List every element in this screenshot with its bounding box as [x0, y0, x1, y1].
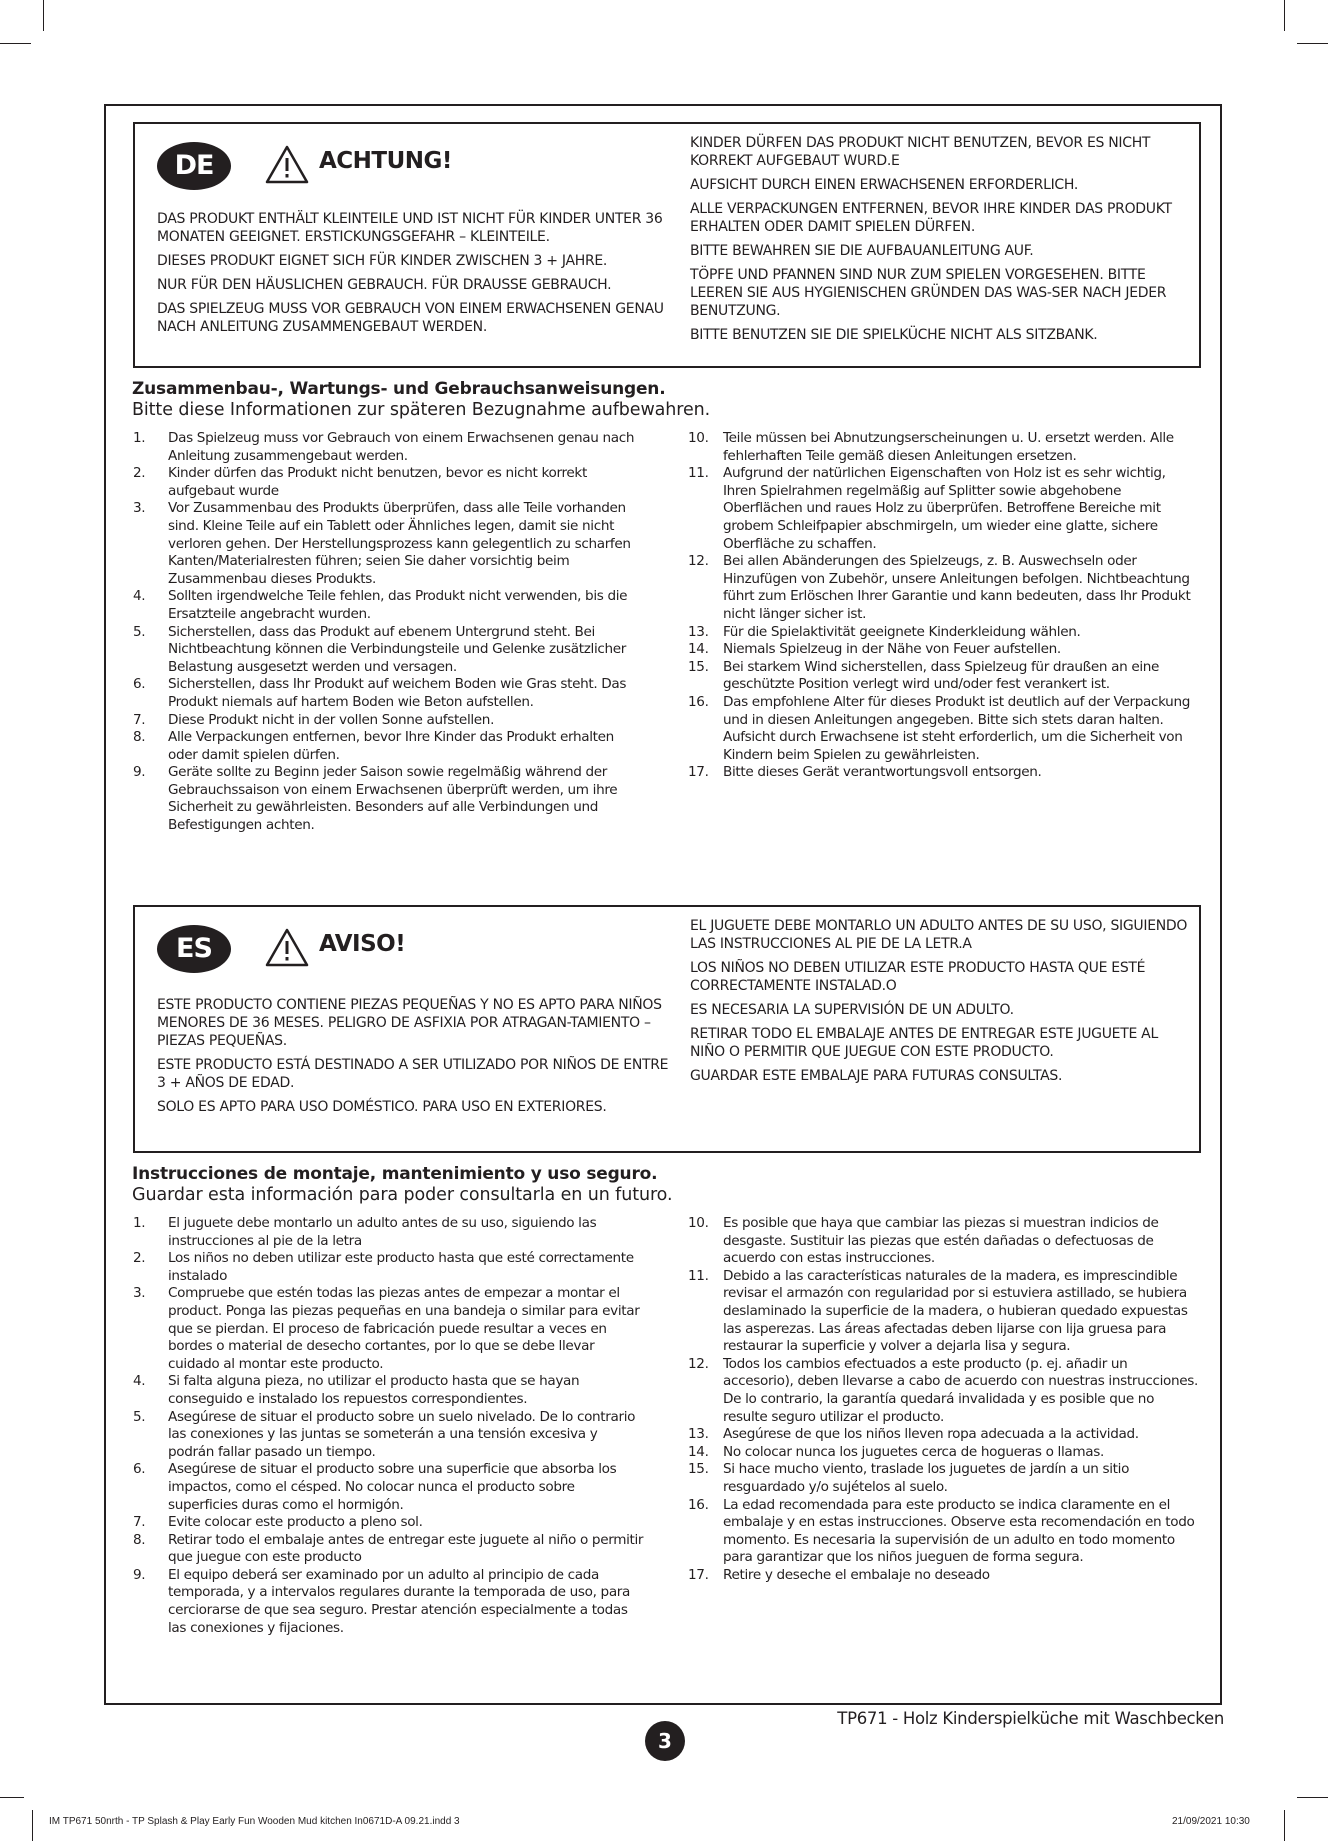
es-warning-right [690, 917, 1190, 1091]
language-badge-es: ES [157, 925, 231, 973]
de-warning-right [690, 134, 1190, 350]
warning-line: EL JUGUETE DEBE MONTARLO UN ADULTO ANTES DE SU USO, SIGUIENDO LAS INSTRUCCIONES AL PIE DE LA LETR.A [690, 918, 1188, 952]
list-item: 15. Si hace mucho viento, traslade los juguetes de jardín a un sitio resguardado y/o sujételos al suelo. [688, 1461, 1130, 1495]
es-warning-left-text [157, 996, 677, 1122]
es-instructions-list-right [688, 1215, 1200, 1584]
list-item: 10. Es posible que haya que cambiar las piezas si muestran indicios de desgaste. Sustituir las piezas que estén dañadas o defectuosas de acuerdo con estas instrucciones. [688, 1215, 1159, 1267]
list-item: 8. Retirar todo el embalaje antes de entregar este juguete al niño o permitir que juegue con este producto [133, 1531, 644, 1566]
list-item: 16. Das empfohlene Alter für dieses Produkt ist deutlich auf der Verpackung und in diesen Anleitungen angegeben. Bitte sich stets daran halten. Aufsicht durch Erwachsene ist steht erforderlich, um die Sicherheit von Kindern beim Spielen zu gewährleisten. [688, 693, 1190, 763]
crop-mark [1284, 1810, 1285, 1841]
crop-mark [1297, 43, 1328, 44]
print-slug-date: 21/09/2021 10:30 [1172, 1816, 1250, 1827]
warning-line: RETIRAR TODO EL EMBALAJE ANTES DE ENTREGAR ESTE JUGUETE AL NIÑO O PERMITIR QUE JUEGUE CON ESTE PRODUCTO. [690, 1026, 1158, 1060]
list-item: 1. El juguete debe montarlo un adulto antes de su uso, siguiendo las instrucciones al pie de la letra [133, 1215, 597, 1249]
warning-line: DAS PRODUKT ENTHÄLT KLEINTEILE UND IST NICHT FÜR KINDER UNTER 36 MONATEN GEEIGNET. ERSTICKUNGSGEFAHR – KLEINTEILE. [157, 211, 663, 245]
list-item: 17. Retire y deseche el embalaje no deseado [688, 1566, 990, 1583]
de-warning-box [133, 122, 1201, 368]
warning-line: BITTE BENUTZEN SIE DIE SPIELKÜCHE NICHT ALS SITZBANK. [690, 327, 1098, 343]
list-item: 2. Los niños no deben utilizar este producto hasta que esté correctamente instalado [133, 1250, 634, 1284]
warning-line: ES NECESARIA LA SUPERVISIÓN DE UN ADULTO. [690, 1002, 1014, 1018]
section-title: Zusammenbau-, Wartungs- und Gebrauchsanweisungen. [132, 379, 666, 399]
list-item: 9. El equipo deberá ser examinado por un adulto al principio de cada temporada, y a intervalos regulares durante la temporada de uso, para cerciorarse de que sea seguro. Prestar atención especialmente a todas las conexiones y fijaciones. [133, 1566, 631, 1636]
language-badge-de: DE [157, 142, 231, 190]
list-item: 7. Diese Produkt nicht in der vollen Sonne aufstellen. [133, 711, 495, 728]
list-item: 9. Geräte sollte zu Beginn jeder Saison sowie regelmäßig während der Gebrauchssaison von einem Erwachsenen überprüft werden, um ihre Sicherheit zu gewährleisten. Besonders auf alle Verbindungen und Befestigungen achten. [133, 764, 618, 834]
crop-mark [1297, 1797, 1328, 1798]
list-item: 12. Bei allen Abänderungen des Spielzeugs, z. B. Auswechseln oder Hinzufügen von Zubehör, unsere Anleitungen befolgen. Nichtbeachtung führt zum Erlöschen Ihrer Garantie und kann bedeuten, dass Ihr Produkt nicht länger sicher ist. [688, 553, 1191, 622]
crop-mark [32, 1810, 33, 1841]
es-instructions-heading [132, 1164, 672, 1206]
list-item: 15. Bei starkem Wind sicherstellen, dass Spielzeug für draußen an eine geschützte Position verlegt wird und/oder fest verankert ist. [688, 658, 1160, 693]
section-subtitle: Guardar esta información para poder consultarla en un futuro. [132, 1185, 673, 1205]
warning-title: ACHTUNG! [319, 148, 452, 174]
warning-line: TÖPFE UND PFANNEN SIND NUR ZUM SPIELEN VORGESEHEN. BITTE LEEREN SIE AUS HYGIENISCHEN GRÜNDEN DAS WAS-SER NACH JEDER BENUTZUNG. [690, 267, 1167, 319]
warning-line: ESTE PRODUCTO CONTIENE PIEZAS PEQUEÑAS Y NO ES APTO PARA NIÑOS MENORES DE 36 MESES. PELIGRO DE ASFIXIA POR ATRAGAN-TAMIENTO – PIEZAS PEQUEÑAS. [157, 997, 662, 1049]
es-warning-left [147, 907, 667, 1147]
list-item: 3. Vor Zusammenbau des Produkts überprüfen, dass alle Teile vorhanden sind. Kleine Teile auf ein Tablett oder Ähnliches legen, damit sie nicht verloren gehen. Der Herstellungsprozess kann gelegentlich zu scharfen Kanten/Materialresten führen; seien Sie daher vorsichtig beim Zusammenbau dieses Produkts. [133, 500, 631, 587]
crop-mark [43, 0, 44, 31]
warning-line: BITTE BEWAHREN SIE DIE AUFBAUANLEITUNG AUF. [690, 243, 1034, 259]
de-instructions-list-right [688, 430, 1200, 782]
list-item: 5. Asegúrese de situar el producto sobre un suelo nivelado. De lo contrario las conexiones y las juntas se someterán a una tensión excesiva y podrán fallar pasado un tiempo. [133, 1408, 636, 1460]
list-item: 5. Sicherstellen, dass das Produkt auf ebenem Untergrund steht. Bei Nichtbeachtung können die Verbindungsteile und Gelenke zusätzlicher Belastung ausgesetzt werden und versagen. [133, 623, 627, 675]
warning-line: ALLE VERPACKUNGEN ENTFERNEN, BEVOR IHRE KINDER DAS PRODUKT ERHALTEN ODER DAMIT SPIELEN DÜRFEN. [690, 201, 1172, 235]
page-number-badge: 3 [645, 1721, 685, 1761]
list-item: 13. Für die Spielaktivität geeignete Kinderkleidung wählen. [688, 623, 1081, 640]
list-item: 14. No colocar nunca los juguetes cerca de hogueras o llamas. [688, 1443, 1104, 1460]
list-item: 4. Sollten irgendwelche Teile fehlen, das Produkt nicht verwenden, bis die Ersatzteile angebracht wurden. [133, 588, 628, 622]
de-warning-left [147, 124, 667, 364]
footer-product-title: TP671 - Holz Kinderspielküche mit Waschbecken [837, 1709, 1224, 1728]
list-item: 12. Todos los cambios efectuados a este producto (p. ej. añadir un accesorio), deben llevarse a cabo de acuerdo con nuestras instrucciones. De lo contrario, la garantía quedará invalidada y es posible que no resulte seguro utilizar el producto. [688, 1355, 1198, 1425]
list-item: 2. Kinder dürfen das Produkt nicht benutzen, bevor es nicht korrekt aufgebaut wurde [133, 465, 587, 499]
warning-line: NUR FÜR DEN HÄUSLICHEN GEBRAUCH. FÜR DRAUSSE GEBRAUCH. [157, 277, 612, 293]
de-warning-left-text [157, 210, 677, 342]
warning-triangle-icon [265, 927, 309, 967]
de-instructions-heading [132, 379, 710, 421]
warning-line: KINDER DÜRFEN DAS PRODUKT NICHT BENUTZEN, BEVOR ES NICHT KORREKT AUFGEBAUT WURD.E [690, 135, 1151, 169]
de-instructions-list-left [133, 430, 638, 835]
warning-line: ESTE PRODUCTO ESTÁ DESTINADO A SER UTILIZADO POR NIÑOS DE ENTRE 3 + AÑOS DE EDAD. [157, 1057, 669, 1091]
list-item: 13. Asegúrese de que los niños lleven ropa adecuada a la actividad. [688, 1426, 1139, 1443]
warning-title: AVISO! [319, 931, 406, 957]
list-item: 16. La edad recomendada para este producto se indica claramente en el embalaje y en estas instrucciones. Observe esta recomendación en todo momento. Es necesaria la supervisión de un adulto en todo momento para garantizar que los niños jueguen de forma segura. [688, 1496, 1195, 1566]
list-item: 7. Evite colocar este producto a pleno sol. [133, 1514, 423, 1531]
list-item: 10. Teile müssen bei Abnutzungserscheinungen u. U. ersetzt werden. Alle fehlerhaften Teile gemäß diesen Anleitungen ersetzen. [688, 430, 1174, 464]
section-subtitle: Bitte diese Informationen zur späteren Bezugnahme aufbewahren. [132, 400, 711, 420]
crop-mark [1284, 0, 1285, 31]
print-slug-file: IM TP671 50nrth - TP Splash & Play Early Fun Wooden Mud kitchen In0671D-A 09.21.indd 3 [49, 1816, 460, 1827]
list-item: 14. Niemals Spielzeug in der Nähe von Feuer aufstellen. [688, 641, 1061, 658]
warning-line: AUFSICHT DURCH EINEN ERWACHSENEN ERFORDERLICH. [690, 177, 1079, 193]
list-item: 1. Das Spielzeug muss vor Gebrauch von einem Erwachsenen genau nach Anleitung zusammengebaut werden. [133, 430, 635, 464]
warning-line: LOS NIÑOS NO DEBEN UTILIZAR ESTE PRODUCTO HASTA QUE ESTÉ CORRECTAMENTE INSTALAD.O [690, 960, 1146, 994]
list-item: 11. Debido a las características naturales de la madera, es imprescindible revisar el armazón con regularidad por si estuviera astillado, se hubiera deslaminado la superficie de la madera, o hubieran quedado expuestas las asperezas. Las áreas afectadas deben lijarse con lija gruesa para restaurar la superficie y volver a dejarla lisa y segura. [688, 1267, 1188, 1355]
crop-mark [0, 43, 31, 44]
list-item: 6. Sicherstellen, dass Ihr Produkt auf weichem Boden wie Gras steht. Das Produkt niemals auf hartem Boden wie Beton aufstellen. [133, 676, 627, 710]
list-item: 3. Compruebe que estén todas las piezas antes de empezar a montar el product. Ponga las piezas pequeñas en una bandeja o similar para evitar que se pierdan. El proceso de fabricación puede resultar a veces en bordes o material de desecho cortantes, por lo que se debe llevar cuidado al montar este producto. [133, 1285, 640, 1372]
warning-triangle-icon [265, 144, 309, 184]
list-item: 17. Bitte dieses Gerät verantwortungsvoll entsorgen. [688, 764, 1042, 781]
list-item: 6. Asegúrese de situar el producto sobre una superficie que absorba los impactos, como el césped. No colocar nunca el producto sobre superficies duras como el hormigón. [133, 1461, 617, 1513]
section-title: Instrucciones de montaje, mantenimiento y uso seguro. [132, 1164, 658, 1184]
warning-line: GUARDAR ESTE EMBALAJE PARA FUTURAS CONSULTAS. [690, 1068, 1063, 1084]
es-instructions-list-left [133, 1215, 645, 1637]
list-item: 4. Si falta alguna pieza, no utilizar el producto hasta que se hayan conseguido e instalado los repuestos correspondientes. [133, 1373, 580, 1407]
warning-line: SOLO ES APTO PARA USO DOMÉSTICO. PARA USO EN EXTERIORES. [157, 1099, 607, 1115]
es-warning-box [133, 905, 1201, 1153]
list-item: 11. Aufgrund der natürlichen Eigenschaften von Holz ist es sehr wichtig, Ihren Spielrahmen regelmäßig auf Splitter sowie abgehobene Oberflächen und raues Holz zu überprüfen. Betroffene Bereiche mit grobem Schleifpapier abschmirgeln, um wieder eine glatte, sichere Oberfläche zu schaffen. [688, 465, 1166, 552]
warning-line: DIESES PRODUKT EIGNET SICH FÜR KINDER ZWISCHEN 3 + JAHRE. [157, 253, 608, 269]
crop-mark [0, 1797, 24, 1798]
warning-line: DAS SPIELZEUG MUSS VOR GEBRAUCH VON EINEM ERWACHSENEN GENAU NACH ANLEITUNG ZUSAMMENGEBAUT WERDEN. [157, 301, 664, 335]
list-item: 8. Alle Verpackungen entfernen, bevor Ihre Kinder das Produkt erhalten oder damit spielen dürfen. [133, 729, 614, 763]
